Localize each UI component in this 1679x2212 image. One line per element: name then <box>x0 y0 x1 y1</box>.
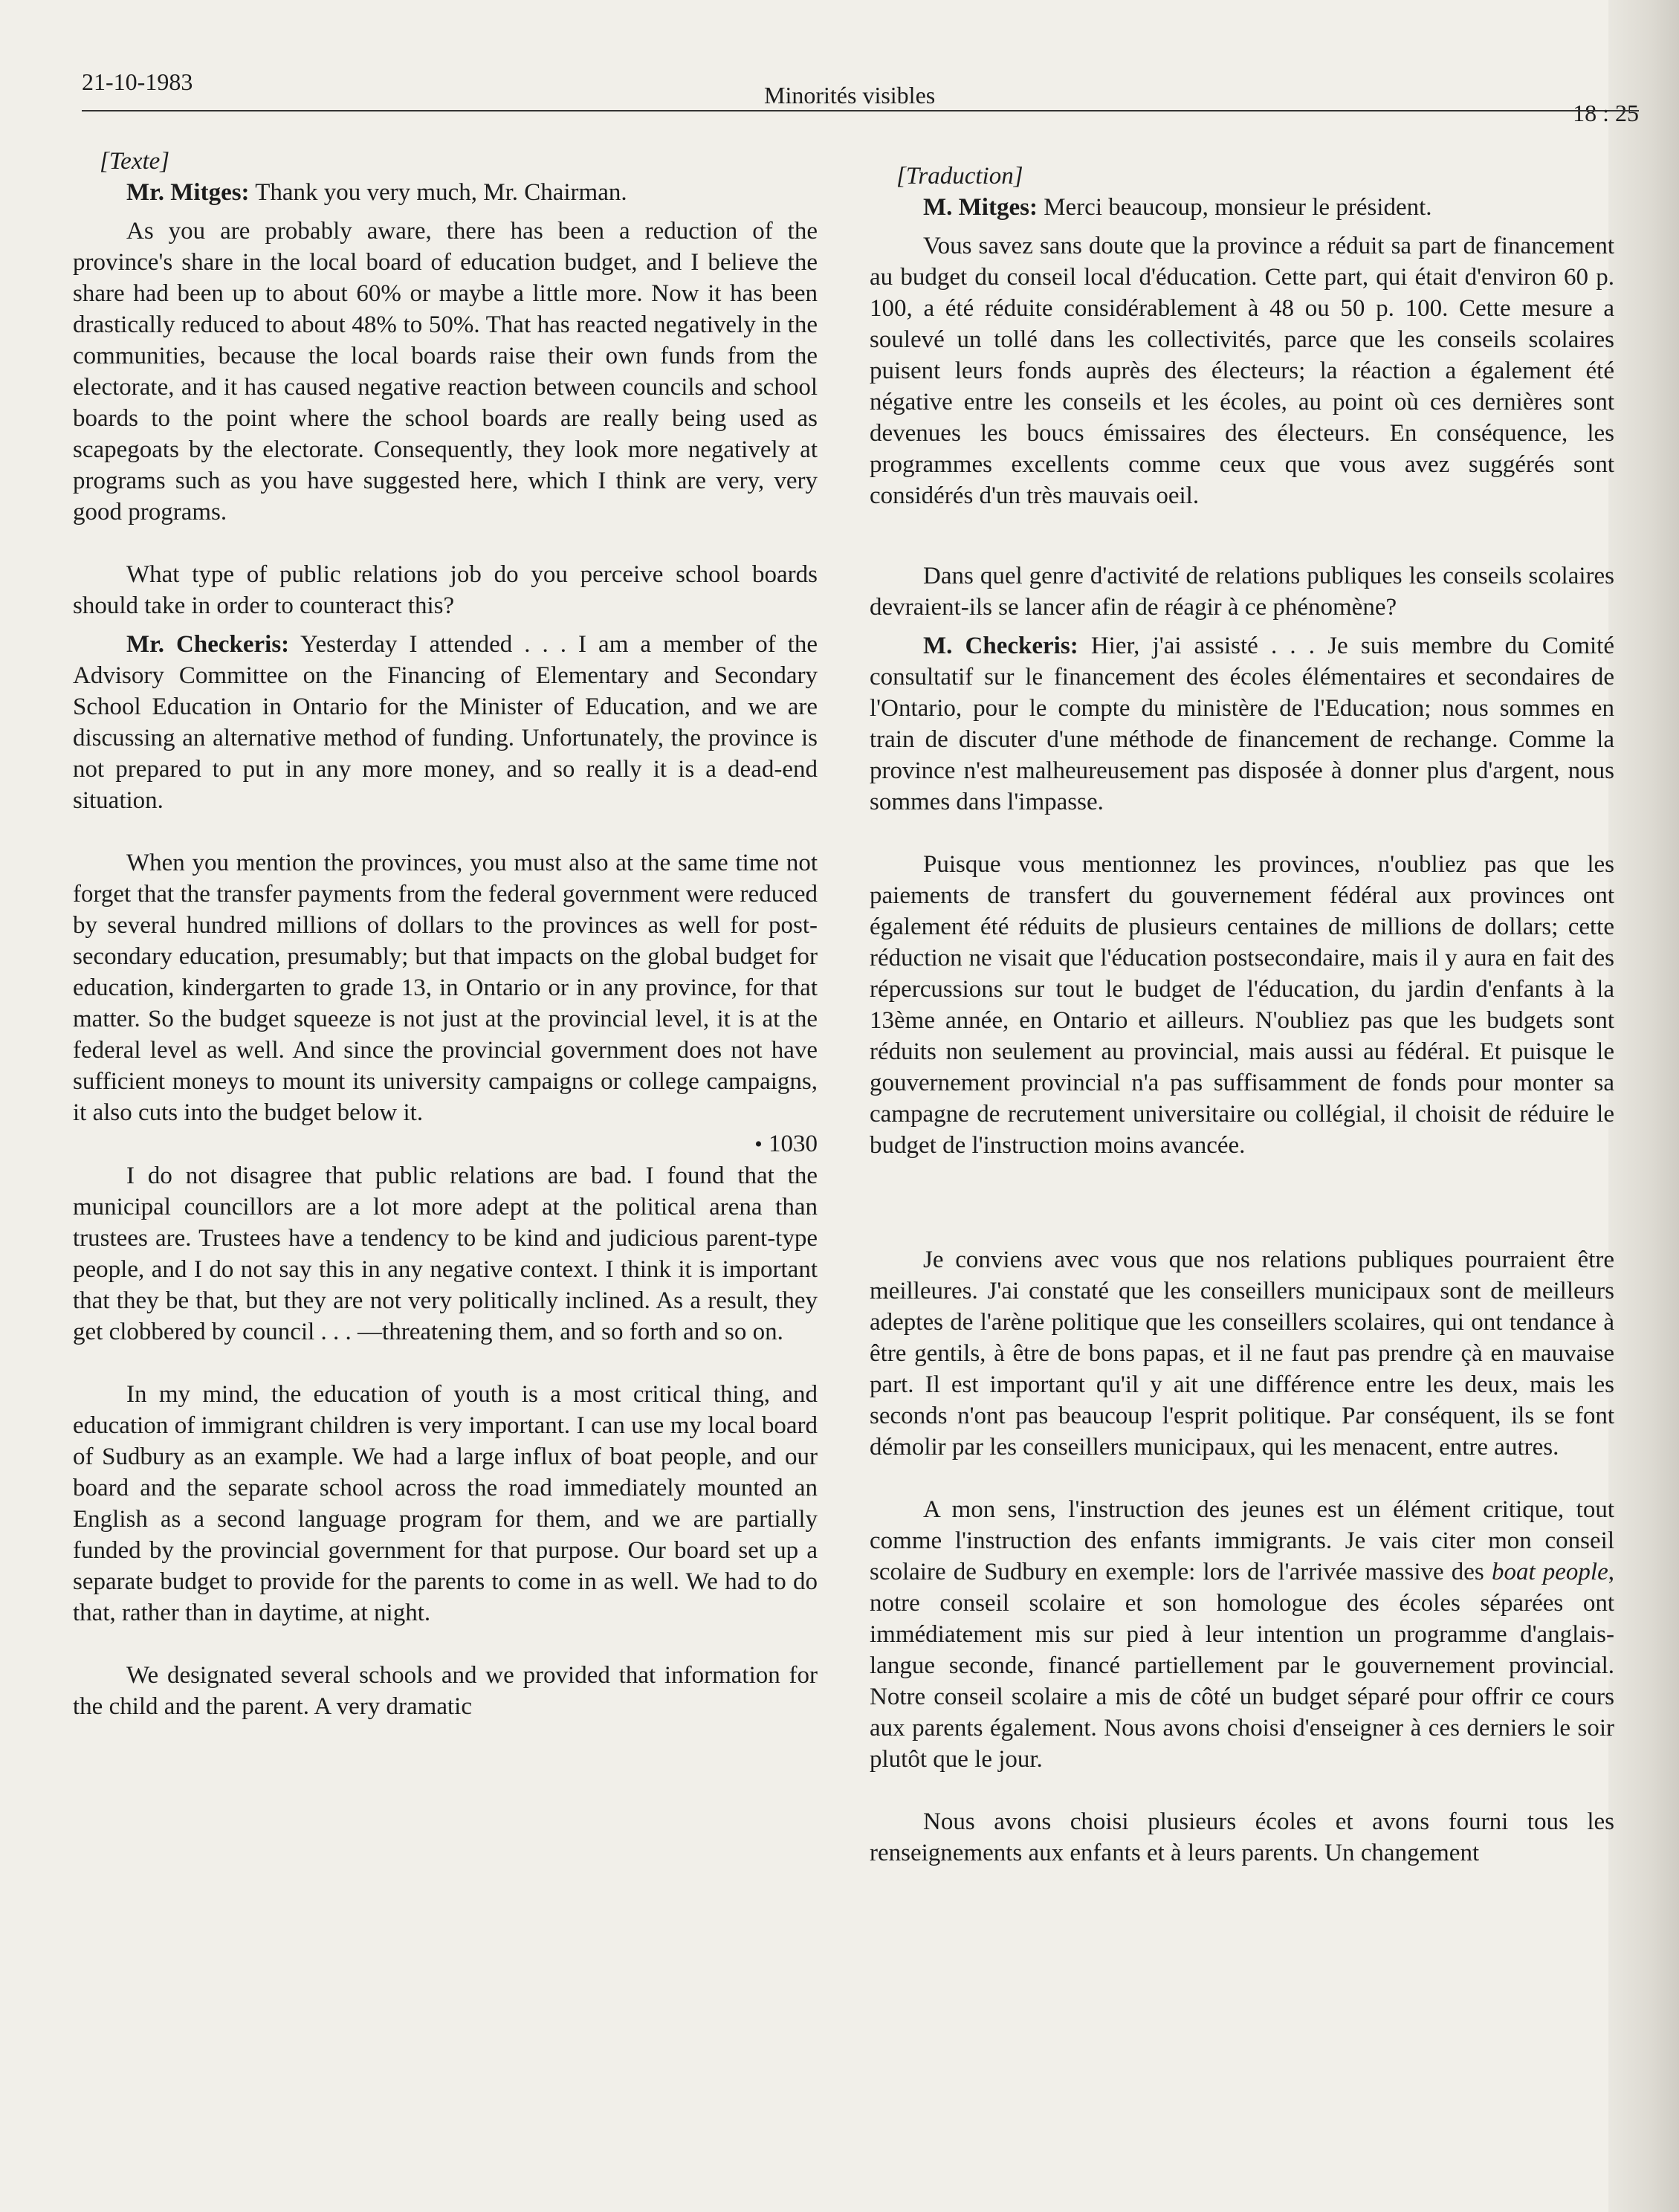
paragraph-checkeris-2-fr: Puisque vous mentionnez les provinces, n'oubliez pas que les paiements de transfert du gouvernement fédéral aux provinces ont également été réduits de plusieurs centaines de millions de dollars; cette réduction ne visait que l'éducation postsecondaire, mais il y aura en fait des répercussions sur tout le budget de l'éducation, du jardin d'enfants à la 13ème année, en Ontario et ailleurs. N'oubliez pas que les budgets sont réduits non seulement au provincial, mais aussi au fédéral. Et puisque le gouvernement provincial n'a pas suffisamment de fonds pour monter sa campagne de recrutement universitaire ou collégial, il choisit de réduire le budget de l'instruction moins avancée. <box>870 851 1614 1159</box>
speaker-name: M. Mitges: <box>923 194 1038 221</box>
speech-text: Hier, j'ai assisté . . . Je suis membre du Comité consultatif sur le financement des écoles élémentaires et secondaires de l'Ontario, pour le compte du ministère de l'Education; nous sommes en train de discuter d'une méthode de financement de rechange. Comme la province n'est malheureusement pas disposée à donner plus d'argent, nous sommes dans l'impasse. <box>870 633 1614 815</box>
time-marker-value: 1030 <box>769 1131 818 1157</box>
speech-text: A mon sens, l'instruction des jeunes est un élément critique, tout comme l'instruction des enfants immigrants. Je vais citer mon conseil scolaire de Sudbury en exemple: lors de l'arrivée massive des <box>870 1496 1614 1585</box>
paragraph-mitges-2-fr: Vous savez sans doute que la province a réduit sa part de financement au budget du conseil local d'éducation. Cette part, qui était d'environ 60 p. 100, a été réduite considérablement à 48 ou 50 p. 100. Cette mesure a soulevé un tollé dans les collectivités, parce que les conseils scolaires puisent leurs fonds auprès des électeurs; la réaction a également été négative entre les conseils et les écoles, au point où ces dernières sont devenues les boucs émissaires des électeurs. En conséquence, les programmes excellents comme ceux que vous avez suggérés sont considérés d'un très mauvais oeil. <box>870 233 1614 509</box>
speaker-name: Mr. Checkeris: <box>126 631 290 658</box>
paragraph-mitges-2: As you are probably aware, there has been a reduction of the province's share in the local board of education budget, and I believe the share had been up to about 60% or maybe a little more. Now it has been drastically reduced to about 48% to 50%. That has reacted negatively in the communities, because the local boards raise their own funds from the electorate, and it has caused negative reaction between councils and school boards to the point where the school boards are really being used as scapegoats by the electorate. Consequently, they look more negatively at programs such as you have suggested here, which I think are very, very good programs. <box>73 218 818 525</box>
paragraph-mitges-1 <box>73 177 818 208</box>
header-title: Minorités visibles <box>764 82 936 109</box>
paragraph-mitges-1-fr <box>870 192 1614 223</box>
paragraph-mitges-question-fr: Dans quel genre d'activité de relations publiques les conseils scolaires devraient-ils se lancer afin de réagir à ce phénomène? <box>870 563 1614 621</box>
paragraph-checkeris-1 <box>73 629 818 816</box>
header-page-number: 18 : 25 <box>1573 100 1639 126</box>
paragraph-checkeris-5: We designated several schools and we provided that information for the child and the parent. A very dramatic <box>73 1662 818 1720</box>
time-marker <box>73 1128 818 1160</box>
speaker-name: Mr. Mitges: <box>126 179 250 206</box>
paragraph-checkeris-2: When you mention the provinces, you must also at the same time not forget that the transfer payments from the federal government were reduced by several hundred millions of dollars to the provinces as well for post-secondary education, presumably; but that impacts on the global budget for education, kindergarten to grade 13, in Ontario or in any province, for that matter. So the budget squeeze is not just at the provincial level, it is at the federal level as well. And since the provincial government does not have sufficient moneys to mount its university campaigns or college campaigns, it also cuts into the budget below it. <box>73 850 818 1126</box>
speech-text: , notre conseil scolaire et son homologue des écoles séparées ont immédiatement mis sur pied à leur intention un programme d'anglais-langue seconde, financé partiellement par le gouvernement provincial. Notre conseil scolaire a mis de côté un budget séparé pour offrir ce cours aux parents également. Nous avons choisi d'enseigner à ces derniers le soir plutôt que le jour. <box>870 1559 1614 1773</box>
header-rule <box>82 110 1639 111</box>
text-tag: [Texte] <box>100 148 170 175</box>
french-column <box>870 146 1614 1869</box>
translation-tag: [Traduction] <box>896 163 1023 190</box>
english-column <box>73 146 818 1722</box>
paragraph-checkeris-3-fr: Je conviens avec vous que nos relations publiques pourraient être meilleures. J'ai constaté que les conseillers municipaux sont de meilleurs adeptes de l'arène politique que les conseillers scolaires, qui ont tendance à être gentils, à être de bons papas, et il ne faut pas prendre çà en mauvaise part. Il est important qu'il y ait une différence entre les deux, mais les seconds n'ont pas beaucoup l'esprit politique. Par conséquent, ils se font démolir par les conseillers municipaux, qui les menacent, entre autres. <box>870 1246 1614 1461</box>
header-date: 21-10-1983 <box>82 68 193 95</box>
paragraph-checkeris-3: I do not disagree that public relations are bad. I found that the municipal councillors are a lot more adept at the political arena than trustees are. Trustees have a tendency to be kind and judicious parent-type people, and I do not say this in any negative context. I think it is important that they be that, but they are not very politically inclined. As a result, they get clobbered by council . . . —threatening them, and so forth and so on. <box>73 1162 818 1345</box>
emphasis-text: boat people <box>1491 1559 1608 1585</box>
bullet-icon: • <box>754 1132 763 1157</box>
speech-text: Merci beaucoup, monsieur le président. <box>1037 194 1432 221</box>
page-edge-shadow <box>1608 0 1679 2212</box>
speech-text: Thank you very much, Mr. Chairman. <box>249 179 627 206</box>
paragraph-checkeris-1-fr <box>870 630 1614 818</box>
paragraph-checkeris-4-fr <box>870 1494 1614 1775</box>
page-header <box>82 68 1639 126</box>
speaker-name: M. Checkeris: <box>923 633 1078 659</box>
paragraph-checkeris-5-fr: Nous avons choisi plusieurs écoles et avons fourni tous les renseignements aux enfants et à leurs parents. Un changement <box>870 1808 1614 1866</box>
paragraph-mitges-question: What type of public relations job do you perceive school boards should take in order to counteract this? <box>73 561 818 619</box>
speech-text: Yesterday I attended . . . I am a member of the Advisory Committee on the Financing of Elementary and Secondary School Education in Ontario for the Minister of Education, and we are discussing an alternative method of funding. Unfortunately, the province is not prepared to put in any more money, and so really it is a dead-end situation. <box>73 631 818 814</box>
paragraph-checkeris-4: In my mind, the education of youth is a most critical thing, and education of immigrant children is very important. I can use my local board of Sudbury as an example. We had a large influx of boat people, and our board and the separate school across the road immediately mounted an English as a second language program for them, and we are partially funded by the provincial government for that purpose. Our board set up a separate budget to provide for the parents to come in as well. We had to do that, rather than in daytime, at night. <box>73 1381 818 1626</box>
